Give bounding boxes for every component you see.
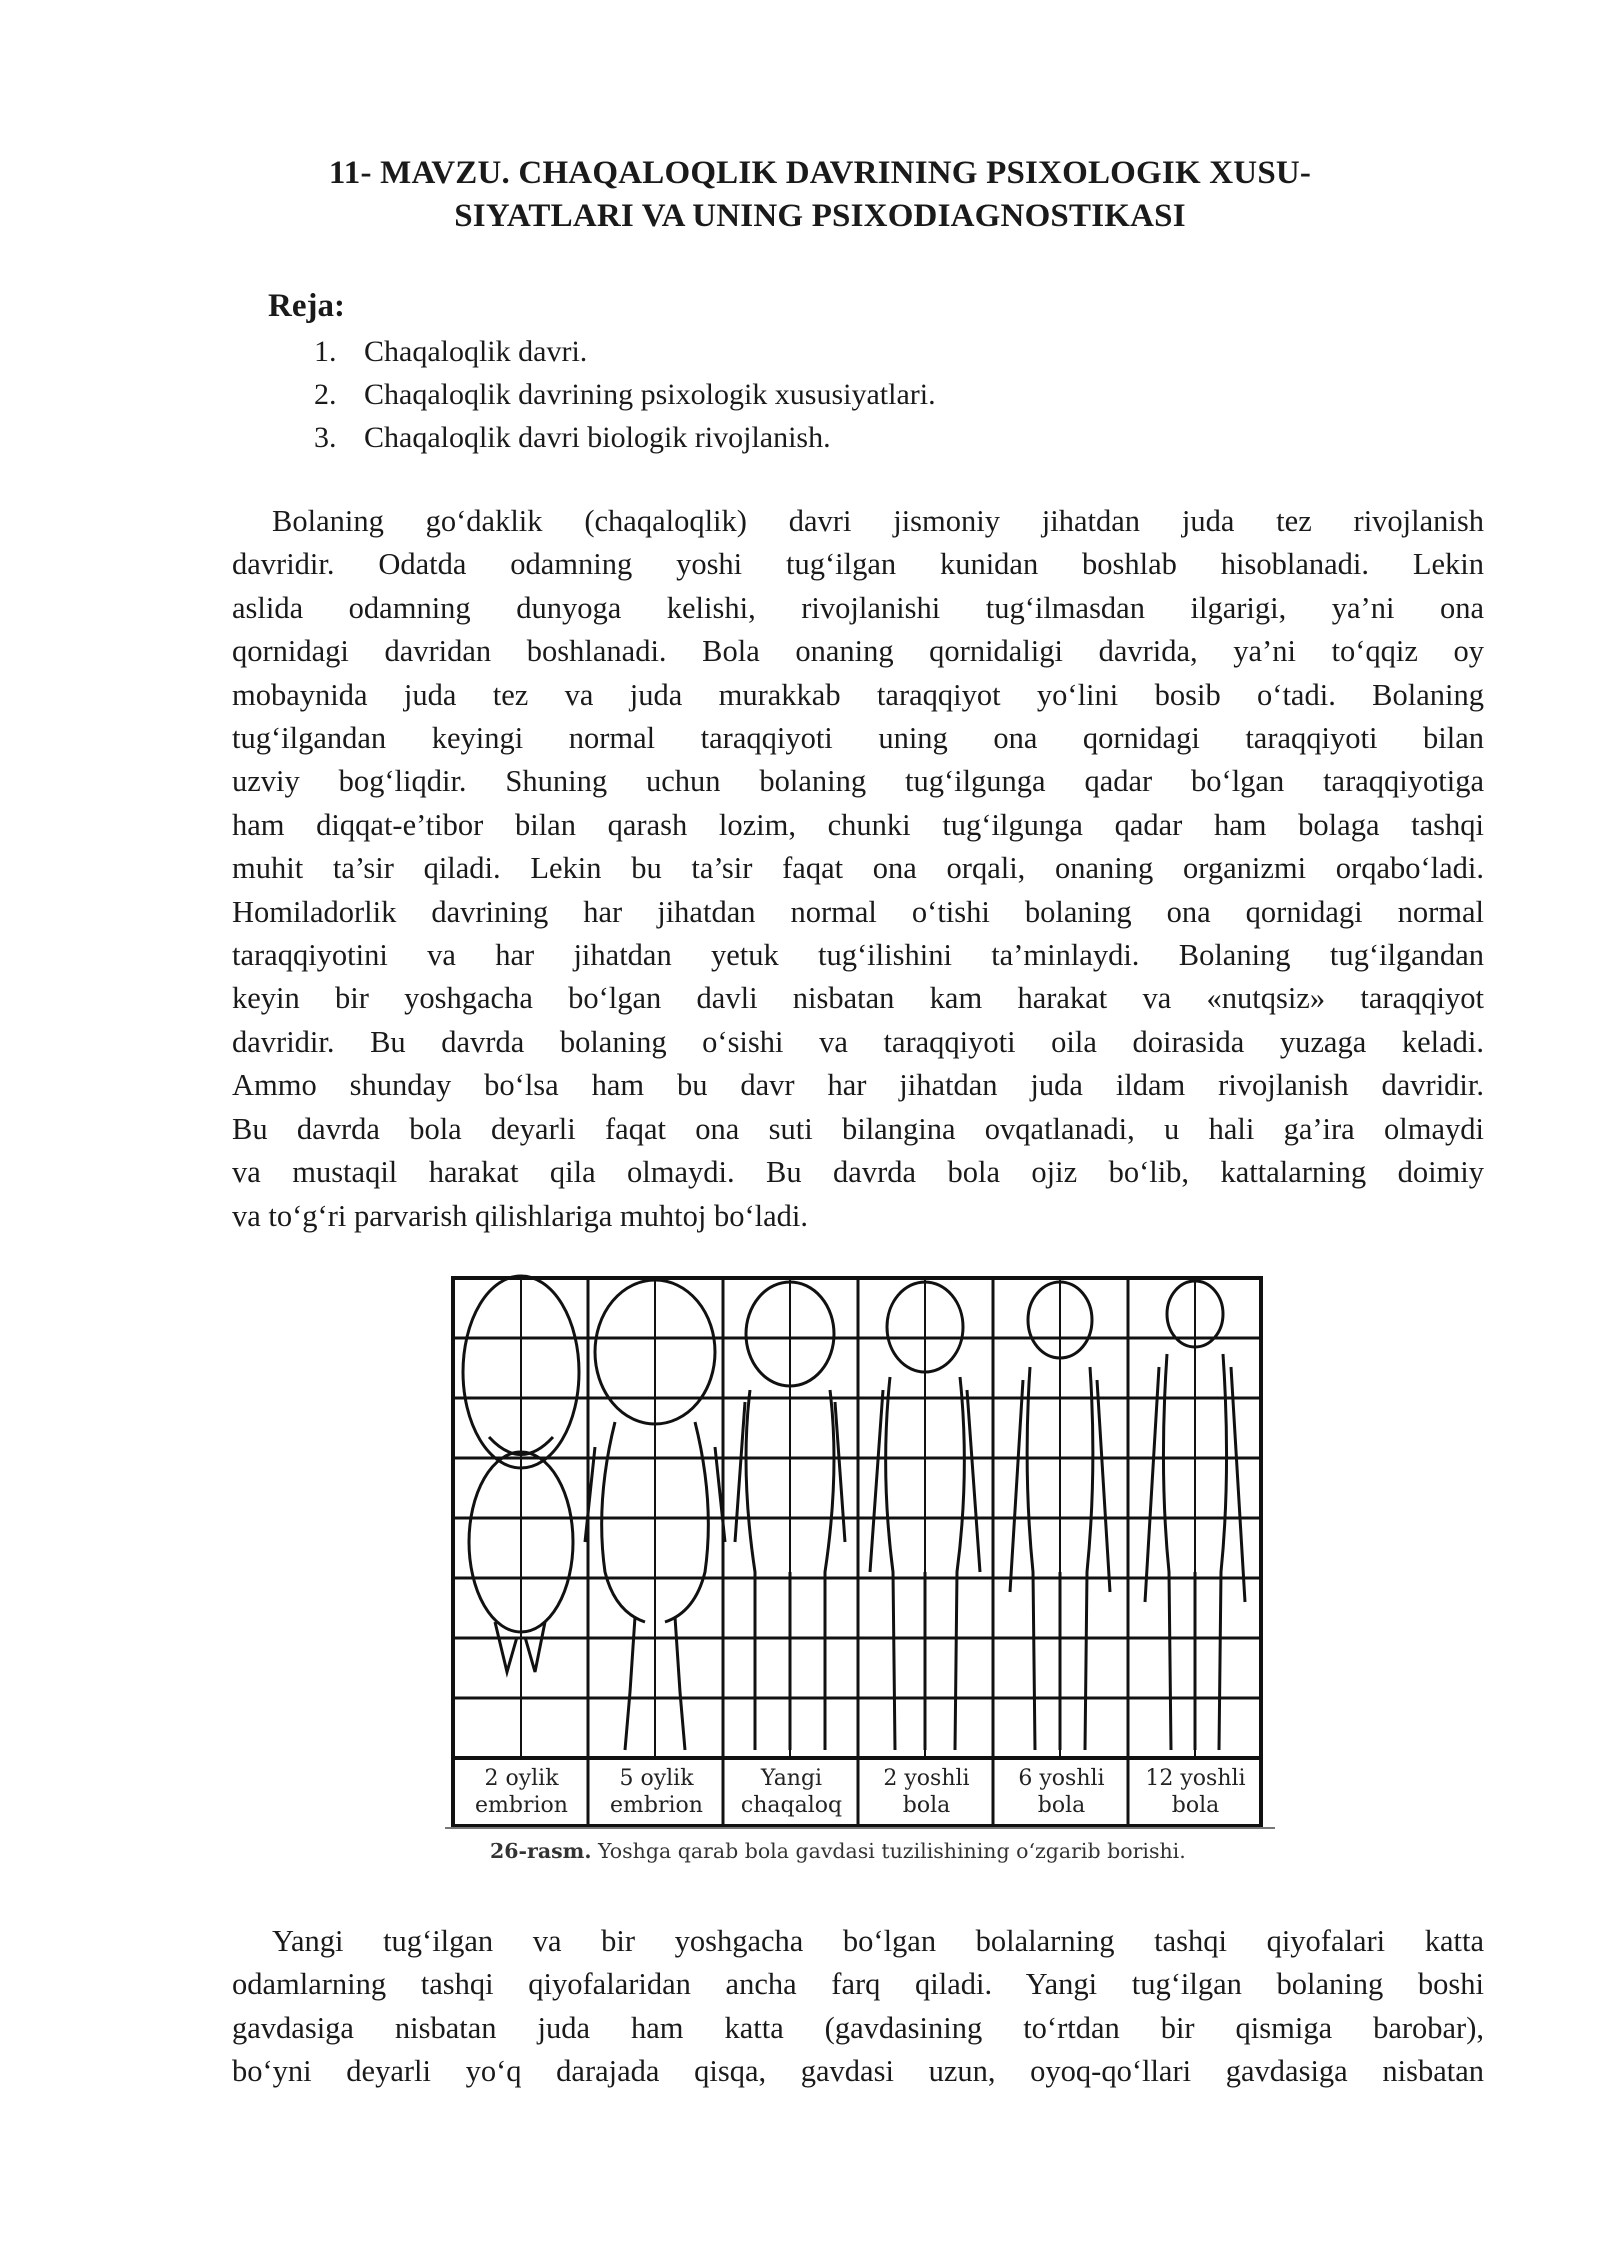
paragraph-line: keyin bir yoshgacha bo‘lgan davli nisbatan kam harakat va «nutqsiz» taraqqiyot (232, 981, 1484, 1016)
paragraph-line: mobaynida juda tez va juda murakkab taraqqiyot yo‘lini bosib o‘tadi. Bolaning (232, 677, 1484, 712)
figure-caption-text: Yoshga qarab bola gavdasi tuzilishining o‘zgarib borishi. (598, 1839, 1186, 1863)
paragraph-line: uzviy bog‘liqdir. Shuning uchun bolaning tug‘ilgunga qadar bo‘lgan taraqqiyotiga (232, 764, 1484, 799)
page-title (230, 152, 1410, 238)
paragraph-line: tug‘ilgandan keyingi normal taraqqiyoti uning ona qornidagi taraqqiyoti bilan (232, 721, 1484, 756)
plan-item-text: Chaqaloqlik davrining psixologik xususiyatlari. (364, 378, 936, 411)
body-proportions-figure (445, 1272, 1275, 1863)
plan-item-text: Chaqaloqlik davri biologik rivojlanish. (364, 421, 831, 454)
plan-item (314, 416, 936, 459)
paragraph-line: Homiladorlik davrining har jihatdan normal o‘tishi bolaning ona qornidagi normal (232, 894, 1484, 929)
figure-caption-number: 26-rasm. (490, 1839, 592, 1863)
figure-label: 12 yoshli bola (1145, 1766, 1246, 1818)
figure-label: 6 yoshli bola (1018, 1766, 1105, 1818)
figure-label: 2 yoshli bola (883, 1766, 970, 1818)
paragraph-line: davridir. Bu davrda bolaning o‘sishi va taraqqiyoti oila doirasida yuzaga keladi. (232, 1024, 1484, 1059)
plan-item (314, 330, 936, 373)
title-line-2: SIYATLARI VA UNING PSIXODIAGNOSTIKASI (454, 198, 1186, 234)
paragraph-line: gavdasiga nisbatan juda ham katta (gavdasining to‘rtdan bir qismiga barobar), (232, 2010, 1484, 2045)
paragraph-line: Bu davrda bola deyarli faqat ona suti bilangina ovqatlanadi, u hali ga’ira olmaydi (232, 1111, 1484, 1146)
paragraph-1 (232, 500, 1484, 1238)
plan-item-number: 2. (314, 378, 337, 411)
plan-item-number: 3. (314, 421, 337, 454)
paragraph-line: davridir. Odatda odamning yoshi tug‘ilgan kunidan boshlab hisoblanadi. Lekin (232, 547, 1484, 582)
figure-caption (490, 1839, 1290, 1863)
paragraph-line: Ammo shunday bo‘lsa ham bu davr har jihatdan juda ildam rivojlanish davridir. (232, 1068, 1484, 1103)
title-line-1: 11- MAVZU. CHAQALOQLIK DAVRINING PSIXOLOGIK XUSU- (328, 155, 1312, 191)
paragraph-line: va mustaqil harakat qila olmaydi. Bu davrda bola ojiz bo‘lib, kattalarning doimiy (232, 1155, 1484, 1190)
plan-item-number: 1. (314, 335, 337, 368)
figure-label: 5 oylik embrion (610, 1766, 703, 1818)
plan-heading: Reja: (268, 288, 345, 324)
paragraph-line: aslida odamning dunyoga kelishi, rivojlanishi tug‘ilmasdan ilgarigi, ya’ni ona (232, 590, 1484, 625)
plan-list (314, 330, 936, 459)
figure-label: 2 oylik embrion (475, 1766, 568, 1818)
paragraph-line: muhit ta’sir qiladi. Lekin bu ta’sir faqat ona orqali, onaning organizmi orqabo‘ladi. (232, 851, 1484, 886)
paragraph-line: taraqqiyotini va har jihatdan yetuk tug‘ilishini ta’minlaydi. Bolaning tug‘ilgandan (232, 938, 1484, 973)
paragraph-line: odamlarning tashqi qiyofalaridan ancha farq qiladi. Yangi tug‘ilgan bolaning boshi (232, 1967, 1484, 2002)
paragraph-line: ham diqqat-e’tibor bilan qarash lozim, chunki tug‘ilgunga qadar ham bolaga tashqi (232, 807, 1484, 842)
paragraph-2 (232, 1920, 1484, 2094)
paragraph-line: Yangi tug‘ilgan va bir yoshgacha bo‘lgan bolalarning tashqi qiyofalari katta (272, 1924, 1484, 1958)
paragraph-line: va to‘g‘ri parvarish qilishlariga muhtoj bo‘ladi. (232, 1198, 808, 1233)
paragraph-line: qornidagi davridan boshlanadi. Bola onaning qornidaligi davrida, ya’ni to‘qqiz oy (232, 634, 1484, 669)
paragraph-line: bo‘yni deyarli yo‘q darajada qisqa, gavdasi uzun, oyoq-qo‘llari gavdasiga nisbatan (232, 2054, 1484, 2089)
plan-item-text: Chaqaloqlik davri. (364, 335, 588, 368)
figure-label: Yangi chaqaloq (740, 1766, 843, 1818)
figure-drawing (445, 1272, 1275, 1832)
paragraph-line: Bolaning go‘daklik (chaqaloqlik) davri jismoniy jihatdan juda tez rivojlanish (272, 504, 1484, 538)
plan-item (314, 373, 936, 416)
